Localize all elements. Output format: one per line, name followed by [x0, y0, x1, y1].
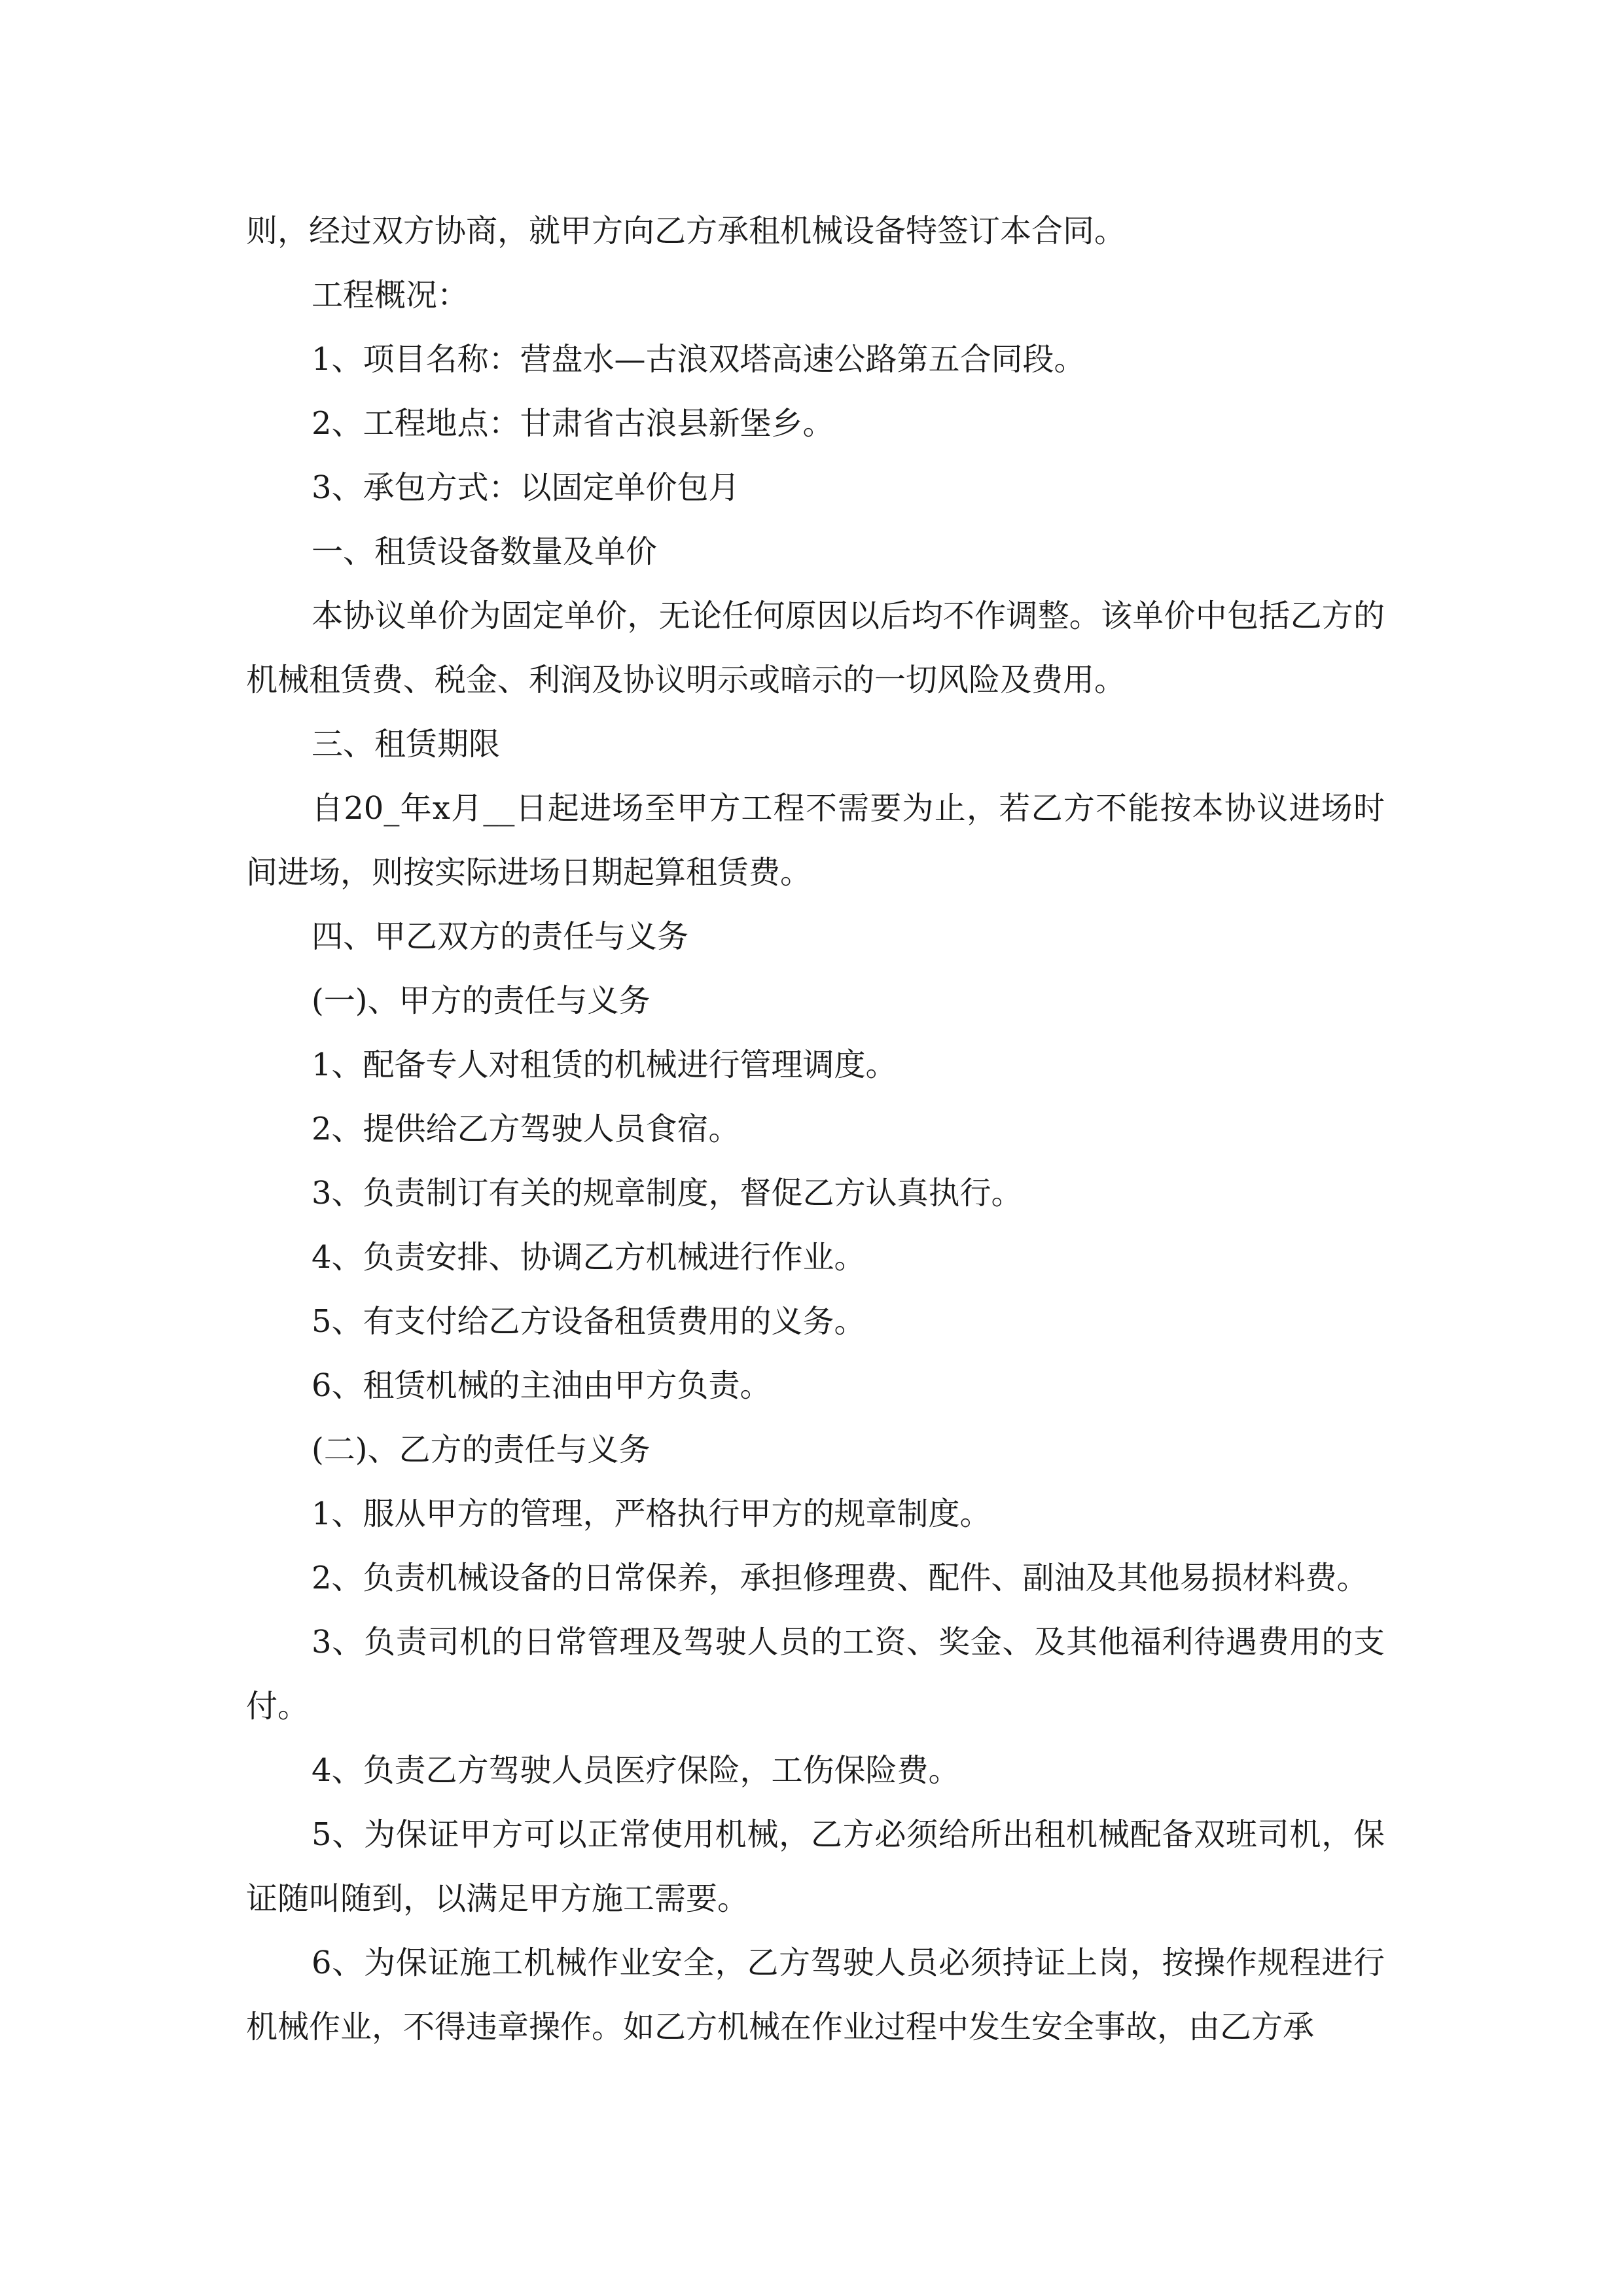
party-b-item-5: 5、为保证甲方可以正常使用机械，乙方必须给所出租机械配备双班司机，保证随叫随到，以满足甲方施工需要。: [246, 1816, 1385, 1917]
subsection-heading-party-b: (二)、乙方的责任与义务: [312, 1431, 651, 1468]
paragraph-continuation: 则，经过双方协商，就甲方向乙方承租机械设备特签订本合同。: [246, 213, 1126, 249]
party-b-item-1: 1、服从甲方的管理，严格执行甲方的规章制度。: [312, 1496, 991, 1532]
party-a-item-6: 6、租赁机械的主油由甲方负责。: [312, 1367, 772, 1404]
paragraph-project-location: 2、工程地点：甘肃省古浪县新堡乡。: [312, 405, 834, 442]
paragraph-contract-method: 3、承包方式：以固定单价包月: [312, 469, 740, 506]
party-a-item-2: 2、提供给乙方驾驶人员食宿。: [312, 1111, 740, 1147]
party-a-item-4: 4、负责安排、协调乙方机械进行作业。: [312, 1239, 866, 1276]
paragraph-project-overview-heading: 工程概况：: [312, 277, 469, 314]
subsection-heading-party-a: (一)、甲方的责任与义务: [312, 982, 651, 1019]
party-b-item-6: 6、为保证施工机械作业安全，乙方驾驶人员必须持证上岗，按操作规程进行机械作业，不得违章操作。如乙方机械在作业过程中发生安全事故，由乙方承: [246, 1945, 1385, 2045]
party-a-item-1: 1、配备专人对租赁的机械进行管理调度。: [312, 1047, 897, 1083]
paragraph-project-name: 1、项目名称：营盘水—古浪双塔高速公路第五合同段。: [312, 341, 1086, 378]
party-b-item-4: 4、负责乙方驾驶人员医疗保险，工伤保险费。: [312, 1752, 960, 1789]
document-body: [246, 199, 1385, 2059]
party-a-item-3: 3、负责制订有关的规章制度，督促乙方认真执行。: [312, 1175, 1023, 1211]
paragraph-unit-price-terms: 本协议单价为固定单价，无论任何原因以后均不作调整。该单价中包括乙方的机械租赁费、税金、利润及协议明示或暗示的一切风险及费用。: [246, 598, 1385, 698]
party-a-item-5: 5、有支付给乙方设备租赁费用的义务。: [312, 1303, 866, 1340]
party-b-item-2: 2、负责机械设备的日常保养，承担修理费、配件、副油及其他易损材料费。: [312, 1560, 1368, 1596]
section-heading-responsibilities: 四、甲乙双方的责任与义务: [312, 918, 689, 955]
paragraph-lease-term: 自20_年x月__日起进场至甲方工程不需要为止，若乙方不能按本协议进场时间进场，则按实际进场日期起算租赁费。: [246, 790, 1385, 891]
section-heading-lease-term: 三、租赁期限: [312, 726, 501, 762]
section-heading-equipment-price: 一、租赁设备数量及单价: [312, 533, 658, 570]
party-b-item-3: 3、负责司机的日常管理及驾驶人员的工资、奖金、及其他福利待遇费用的支付。: [246, 1624, 1385, 1725]
